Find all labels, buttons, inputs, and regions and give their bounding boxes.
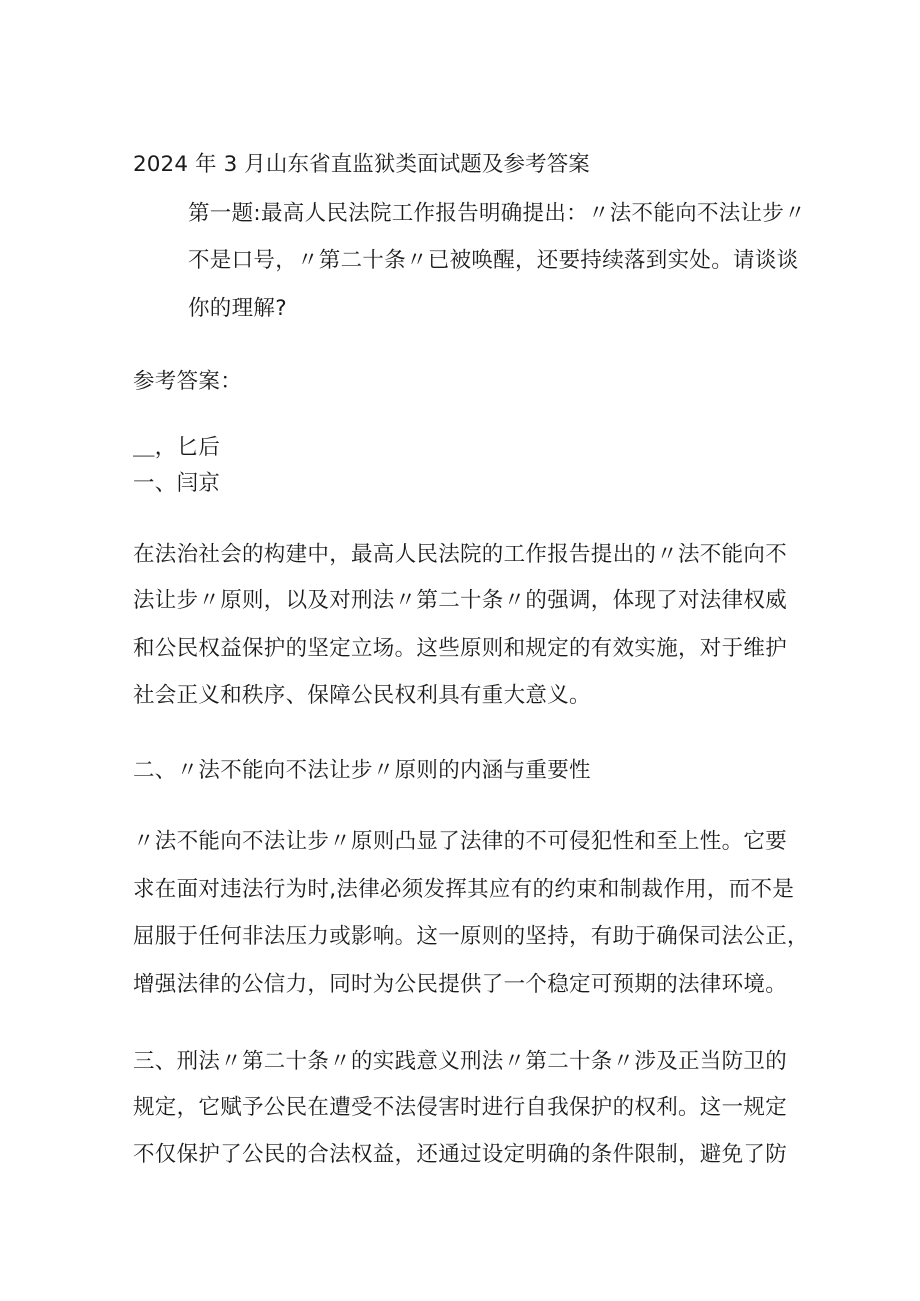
- outline-item: ＿，匕后: [133, 435, 221, 460]
- section-heading: 二、〃法不能向不法让步〃原则的内涵与重要性: [133, 758, 591, 783]
- paragraph-line: 求在面对违法行为时,法律必须发挥其应有的约束和制裁作用，而不是: [133, 877, 795, 902]
- paragraph-line: 不仅保护了公民的合法权益，还通过设定明确的条件限制，避免了防: [133, 1142, 788, 1167]
- question-line: 你的理解?: [188, 296, 287, 321]
- question-line: 不是口号，〃第二十条〃已被唤醒，还要持续落到实处。请谈谈: [188, 248, 799, 273]
- outline-item: 一、闫京: [133, 471, 221, 496]
- paragraph-line: 和公民权益保护的坚定立场。这些原则和规定的有效实施，对于维护: [133, 636, 788, 661]
- paragraph-line: 法让步〃原则，以及对刑法〃第二十条〃的强调，体现了对法律权威: [133, 588, 788, 613]
- paragraph-line: 规定，它赋予公民在遭受不法侵害时进行自我保护的权利。这一规定: [133, 1095, 788, 1120]
- document-title: 2024 年 3 月山东省直监狱类面试题及参考答案: [133, 152, 590, 177]
- answer-label: 参考答案：: [133, 369, 243, 394]
- paragraph-line: 社会正义和秩序、保障公民权利具有重大意义。: [133, 683, 591, 708]
- paragraph-line: 屈服于任何非法压力或影响。这一原则的坚持，有助于确保司法公正，: [133, 924, 809, 949]
- paragraph-line: 〃法不能向不法让步〃原则凸显了法律的不可侵犯性和至上性。它要: [133, 829, 788, 854]
- paragraph-line: 在法治社会的构建中，最高人民法院的工作报告提出的〃法不能向不: [133, 542, 788, 567]
- paragraph-line: 三、刑法〃第二十条〃的实践意义刑法〃第二十条〃涉及正当防卫的: [133, 1049, 788, 1074]
- paragraph-line: 增强法律的公信力，同时为公民提供了一个稳定可预期的法律环境。: [133, 972, 788, 997]
- question-line: 第一题:最高人民法院工作报告明确提出：〃法不能向不法让步〃: [188, 201, 806, 226]
